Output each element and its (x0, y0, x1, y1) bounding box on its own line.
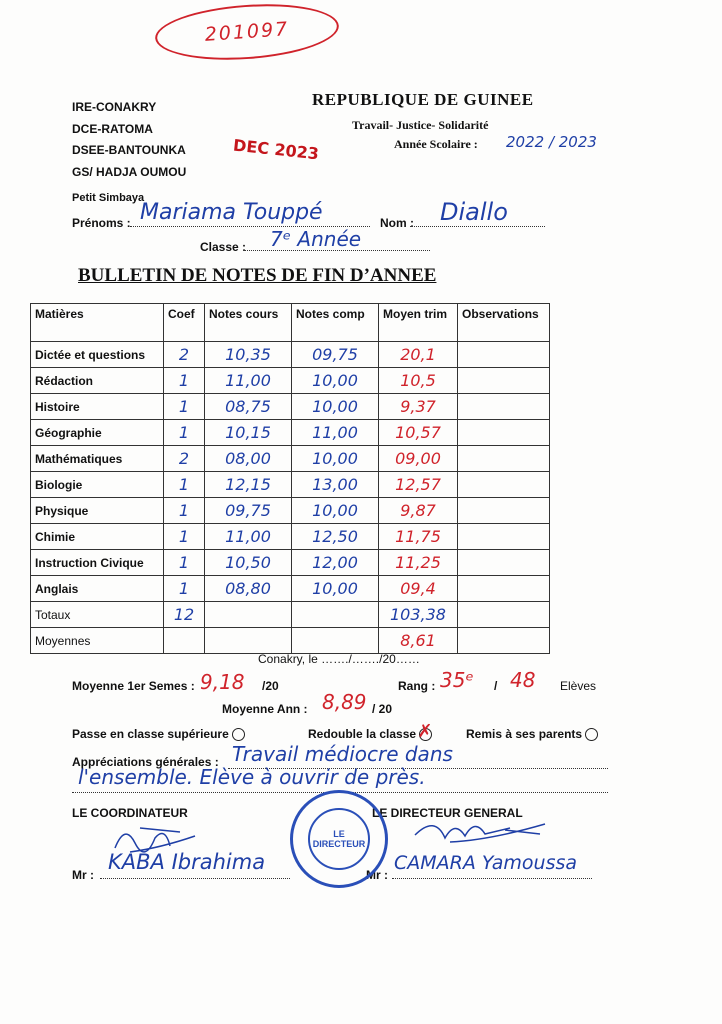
table-row (31, 576, 550, 602)
moyennes-empty-1 (164, 628, 205, 654)
header-coef: Coef (164, 304, 205, 342)
moyenne-annuelle-label: Moyenne Ann : (222, 702, 308, 716)
coordinateur-mr-label: Mr : (72, 868, 94, 882)
totaux-label: Totaux (31, 602, 164, 628)
moyen-cell: 20,1 (379, 342, 458, 368)
comp-cell: 09,75 (292, 342, 379, 368)
header-notes-comp: Notes comp (292, 304, 379, 342)
redouble-radio[interactable] (417, 721, 433, 743)
nom-label: Nom : (380, 216, 414, 230)
official-seal (290, 790, 388, 888)
directeur-name: CAMARA Yamoussa (394, 852, 578, 874)
moyen-cell: 11,75 (379, 524, 458, 550)
place-date: Conakry, le ……./……./20…… (258, 652, 420, 666)
comp-cell: 10,00 (292, 498, 379, 524)
moyenne-annuelle-suffix: / 20 (372, 702, 393, 716)
prenoms-label: Prénoms : (72, 216, 131, 230)
table-row (31, 550, 550, 576)
table-row (31, 394, 550, 420)
coordinateur-name-line (100, 878, 290, 879)
subject-cell: Mathématiques (31, 446, 164, 472)
directeur-name-line (392, 878, 592, 879)
observation-cell (458, 524, 550, 550)
country-title: REPUBLIQUE DE GUINEE (312, 90, 534, 109)
eleves-label: Elèves (560, 679, 597, 693)
option-passe-label: Passe en classe supérieure (72, 727, 229, 741)
header-location: Petit Simbaya (72, 192, 145, 204)
observation-cell (458, 446, 550, 472)
option-redouble[interactable] (308, 721, 433, 743)
coef-cell: 1 (164, 368, 205, 394)
appreciations-label: Appréciations générales : (72, 755, 219, 769)
header-dce: DCE-RATOMA (72, 122, 153, 136)
coef-cell: 1 (164, 394, 205, 420)
school-year-label: Année Scolaire : (394, 137, 478, 151)
directeur-mr-label: Mr : (366, 868, 388, 882)
comp-cell: 12,50 (292, 524, 379, 550)
subject-cell: Géographie (31, 420, 164, 446)
comp-cell: 13,00 (292, 472, 379, 498)
bulletin-title: BULLETIN DE NOTES DE FIN D’ANNEE (78, 265, 437, 286)
option-remis-label: Remis à ses parents (466, 727, 583, 741)
subject-cell: Anglais (31, 576, 164, 602)
rang-total: 48 (510, 668, 536, 692)
moyenne-semestre-value: 9,18 (200, 670, 245, 694)
moyen-cell: 11,25 (379, 550, 458, 576)
observation-cell (458, 576, 550, 602)
subject-cell: Histoire (31, 394, 164, 420)
cours-cell: 10,15 (205, 420, 292, 446)
comp-cell: 12,00 (292, 550, 379, 576)
subject-cell: Chimie (31, 524, 164, 550)
table-header-row (31, 304, 550, 342)
moyennes-empty-3 (292, 628, 379, 654)
cours-cell: 11,00 (205, 368, 292, 394)
totaux-empty-1 (205, 602, 292, 628)
coef-cell: 1 (164, 472, 205, 498)
moyen-cell: 10,5 (379, 368, 458, 394)
header-observations: Observations (458, 304, 550, 342)
cours-cell: 12,15 (205, 472, 292, 498)
subject-cell: Instruction Civique (31, 550, 164, 576)
cours-cell: 09,75 (205, 498, 292, 524)
comp-cell: 10,00 (292, 446, 379, 472)
cours-cell: 10,35 (205, 342, 292, 368)
appreciations-text-1: Travail médiocre dans (232, 742, 453, 766)
redouble-mark-icon: ✗ (417, 721, 433, 743)
comp-cell: 10,00 (292, 368, 379, 394)
totaux-row (31, 602, 550, 628)
observation-cell (458, 550, 550, 576)
option-redouble-label: Redouble la classe (308, 727, 417, 741)
moyenne-semestre-suffix: /20 (262, 679, 279, 693)
subject-cell: Dictée et questions (31, 342, 164, 368)
cours-cell: 10,50 (205, 550, 292, 576)
coef-cell: 1 (164, 576, 205, 602)
rang-label: Rang : (398, 679, 436, 693)
moyenne-semestre-label: Moyenne 1er Semes : (72, 679, 195, 693)
cours-cell: 08,00 (205, 446, 292, 472)
table-row (31, 524, 550, 550)
subject-cell: Physique (31, 498, 164, 524)
moyennes-row (31, 628, 550, 654)
table-row (31, 420, 550, 446)
coordinateur-label: LE COORDINATEUR (72, 806, 188, 820)
moyen-cell: 10,57 (379, 420, 458, 446)
header-ire: IRE-CONAKRY (72, 100, 157, 114)
motto: Travail- Justice- Solidarité (352, 118, 489, 132)
coef-cell: 1 (164, 498, 205, 524)
header-notes-cours: Notes cours (205, 304, 292, 342)
grades-table (30, 303, 550, 654)
classe-label: Classe : (200, 240, 247, 254)
moyennes-label: Moyennes (31, 628, 164, 654)
table-row (31, 472, 550, 498)
coef-cell: 1 (164, 420, 205, 446)
table-row (31, 446, 550, 472)
subject-cell: Biologie (31, 472, 164, 498)
cours-cell: 11,00 (205, 524, 292, 550)
subject-cell: Rédaction (31, 368, 164, 394)
remis-radio[interactable] (585, 728, 598, 741)
moyennes-empty-4 (458, 628, 550, 654)
school-year-value: 2022 / 2023 (506, 133, 597, 151)
observation-cell (458, 342, 550, 368)
cours-cell: 08,80 (205, 576, 292, 602)
comp-cell: 10,00 (292, 576, 379, 602)
directeur-signature (410, 810, 550, 850)
prenoms-value: Mariama Touppé (140, 200, 323, 225)
moyen-cell: 9,87 (379, 498, 458, 524)
date-stamp: DEC 2023 (232, 135, 320, 164)
observation-cell (458, 472, 550, 498)
rang-slash: / (494, 679, 498, 693)
option-passe[interactable] (72, 727, 245, 741)
header-moyen-trim: Moyen trim (379, 304, 458, 342)
moyen-cell: 09,4 (379, 576, 458, 602)
table-row (31, 498, 550, 524)
comp-cell: 10,00 (292, 394, 379, 420)
moyennes-empty-2 (205, 628, 292, 654)
document-number-stamp: 201097 (153, 0, 340, 65)
observation-cell (458, 498, 550, 524)
nom-line (410, 226, 545, 227)
cours-cell: 08,75 (205, 394, 292, 420)
coef-cell: 2 (164, 446, 205, 472)
nom-value: Diallo (440, 198, 508, 226)
observation-cell (458, 368, 550, 394)
coef-cell: 1 (164, 550, 205, 576)
moyennes-value: 8,61 (379, 628, 458, 654)
table-row (31, 342, 550, 368)
moyen-cell: 12,57 (379, 472, 458, 498)
rang-value: 35ᵉ (440, 668, 474, 692)
passe-radio[interactable] (232, 728, 245, 741)
header-matieres: Matières (31, 304, 164, 342)
table-row (31, 368, 550, 394)
moyen-cell: 9,37 (379, 394, 458, 420)
moyenne-annuelle-value: 8,89 (322, 690, 367, 714)
option-remis[interactable] (466, 727, 598, 741)
header-dsee: DSEE-BANTOUNKA (72, 143, 186, 157)
totaux-empty-3 (458, 602, 550, 628)
moyen-cell: 09,00 (379, 446, 458, 472)
coef-cell: 1 (164, 524, 205, 550)
classe-value: 7ᵉ Année (270, 227, 362, 251)
totaux-value: 103,38 (379, 602, 458, 628)
seal-text: LE DIRECTEUR (312, 829, 366, 849)
appreciations-text-2: l'ensemble. Elève à ouvrir de près. (78, 765, 426, 789)
seal-inner-ring (308, 808, 370, 870)
totaux-coef: 12 (164, 602, 205, 628)
header-school: GS/ HADJA OUMOU (72, 165, 187, 179)
observation-cell (458, 394, 550, 420)
coef-cell: 2 (164, 342, 205, 368)
directeur-label: LE DIRECTEUR GENERAL (372, 806, 523, 820)
coordinateur-name: KABA Ibrahima (108, 850, 266, 874)
comp-cell: 11,00 (292, 420, 379, 446)
observation-cell (458, 420, 550, 446)
totaux-empty-2 (292, 602, 379, 628)
